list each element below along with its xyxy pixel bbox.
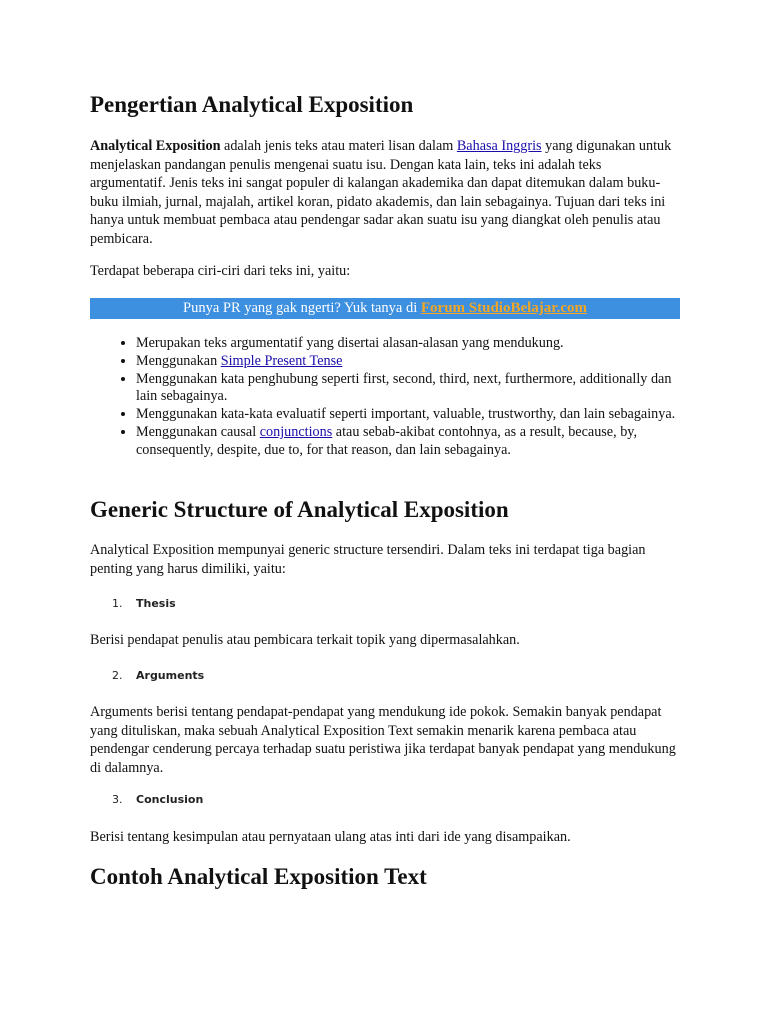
bullet-text-5-post: atau sebab-akibat contohnya, as a result, because, by, consequently, despite, due to, for that reason, dan lain sebagainya. bbox=[136, 424, 638, 458]
intro-paragraph bbox=[90, 137, 680, 248]
part-thesis-desc: Berisi pendapat penulis atau pembicara terkait topik yang dipermasalahkan. bbox=[90, 632, 520, 648]
heading-contoh: Contoh Analytical Exposition Text bbox=[90, 864, 427, 889]
part-title: Thesis bbox=[136, 597, 176, 610]
bullet-text-3: Menggunakan kata penghubung seperti first, second, third, next, furthermore, additionally dan lain sebagainya. bbox=[136, 370, 672, 405]
part-number: 2. bbox=[112, 669, 123, 682]
intro-text-b: yang digunakan untuk menjelaskan pandangan penulis mengenai suatu isu. Dengan kata lain, teks ini adalah teks argumentatif. Jenis teks ini sangat populer di kalangan akademika dan dapat ditemukan dalam buku-buku ilmiah, jurnal, majalah, artikel koran, pidato akademis, dan lain sebagainya. Tujuan dari teks ini hanya untuk membuat pembaca atau pendengar sadar akan suatu isu yang diangkat oleh penulis atau pembicara. bbox=[90, 138, 672, 247]
part-arguments-title bbox=[112, 669, 204, 682]
part-conclusion-desc: Berisi tentang kesimpulan atau pernyataan ulang atas inti dari ide yang disampaikan. bbox=[90, 829, 571, 845]
part-thesis-title bbox=[112, 597, 176, 610]
list-item bbox=[136, 335, 680, 353]
list-item bbox=[136, 371, 680, 406]
part-conclusion-title bbox=[112, 793, 203, 806]
list-item bbox=[136, 424, 680, 459]
part-number: 3. bbox=[112, 793, 123, 806]
link-simple-present-tense[interactable]: Simple Present Tense bbox=[220, 352, 343, 369]
forum-link[interactable]: Forum StudioBelajar.com bbox=[420, 300, 587, 316]
bullet-text-2: Menggunakan bbox=[136, 352, 221, 369]
part-title: Arguments bbox=[136, 669, 205, 682]
bullet-text-4: Menggunakan kata-kata evaluatif seperti important, valuable, trustworthy, dan lain sebagainya. bbox=[136, 406, 676, 423]
part-number: 1. bbox=[112, 597, 123, 610]
forum-banner[interactable] bbox=[90, 298, 680, 319]
part-arguments-desc: Arguments berisi tentang pendapat-pendapat yang mendukung ide pokok. Semakin banyak pendapat yang dituliskan, maka sebuah Analytical Exposition Text semakin menarik karena pembaca atau pendengar cenderung percaya terhadap suatu peristiwa jika terdapat banyak pendapat yang mendukung di dalamnya. bbox=[90, 704, 676, 776]
list-item bbox=[136, 353, 680, 371]
link-bahasa-inggris[interactable]: Bahasa Inggris bbox=[456, 138, 542, 154]
structure-intro: Analytical Exposition mempunyai generic structure tersendiri. Dalam teks ini terdapat tiga bagian penting yang harus dimiliki, yaitu: bbox=[90, 542, 646, 577]
heading-generic-structure: Generic Structure of Analytical Exposition bbox=[90, 497, 509, 522]
features-list bbox=[90, 335, 680, 460]
intro-text-a: adalah jenis teks atau materi lisan dalam bbox=[220, 138, 457, 154]
part-title: Conclusion bbox=[136, 793, 204, 806]
banner-text: Punya PR yang gak ngerti? Yuk tanya di bbox=[183, 300, 421, 316]
bullet-text-5: Menggunakan causal bbox=[136, 424, 260, 441]
features-intro: Terdapat beberapa ciri-ciri dari teks ini, yaitu: bbox=[90, 263, 351, 279]
bullet-text-1: Merupakan teks argumentatif yang disertai alasan-alasan yang mendukung. bbox=[136, 335, 564, 351]
intro-bold-term: Analytical Exposition bbox=[90, 138, 221, 154]
link-conjunctions[interactable]: conjunctions bbox=[259, 424, 333, 441]
list-item bbox=[136, 406, 680, 424]
heading-pengertian: Pengertian Analytical Exposition bbox=[90, 92, 414, 117]
